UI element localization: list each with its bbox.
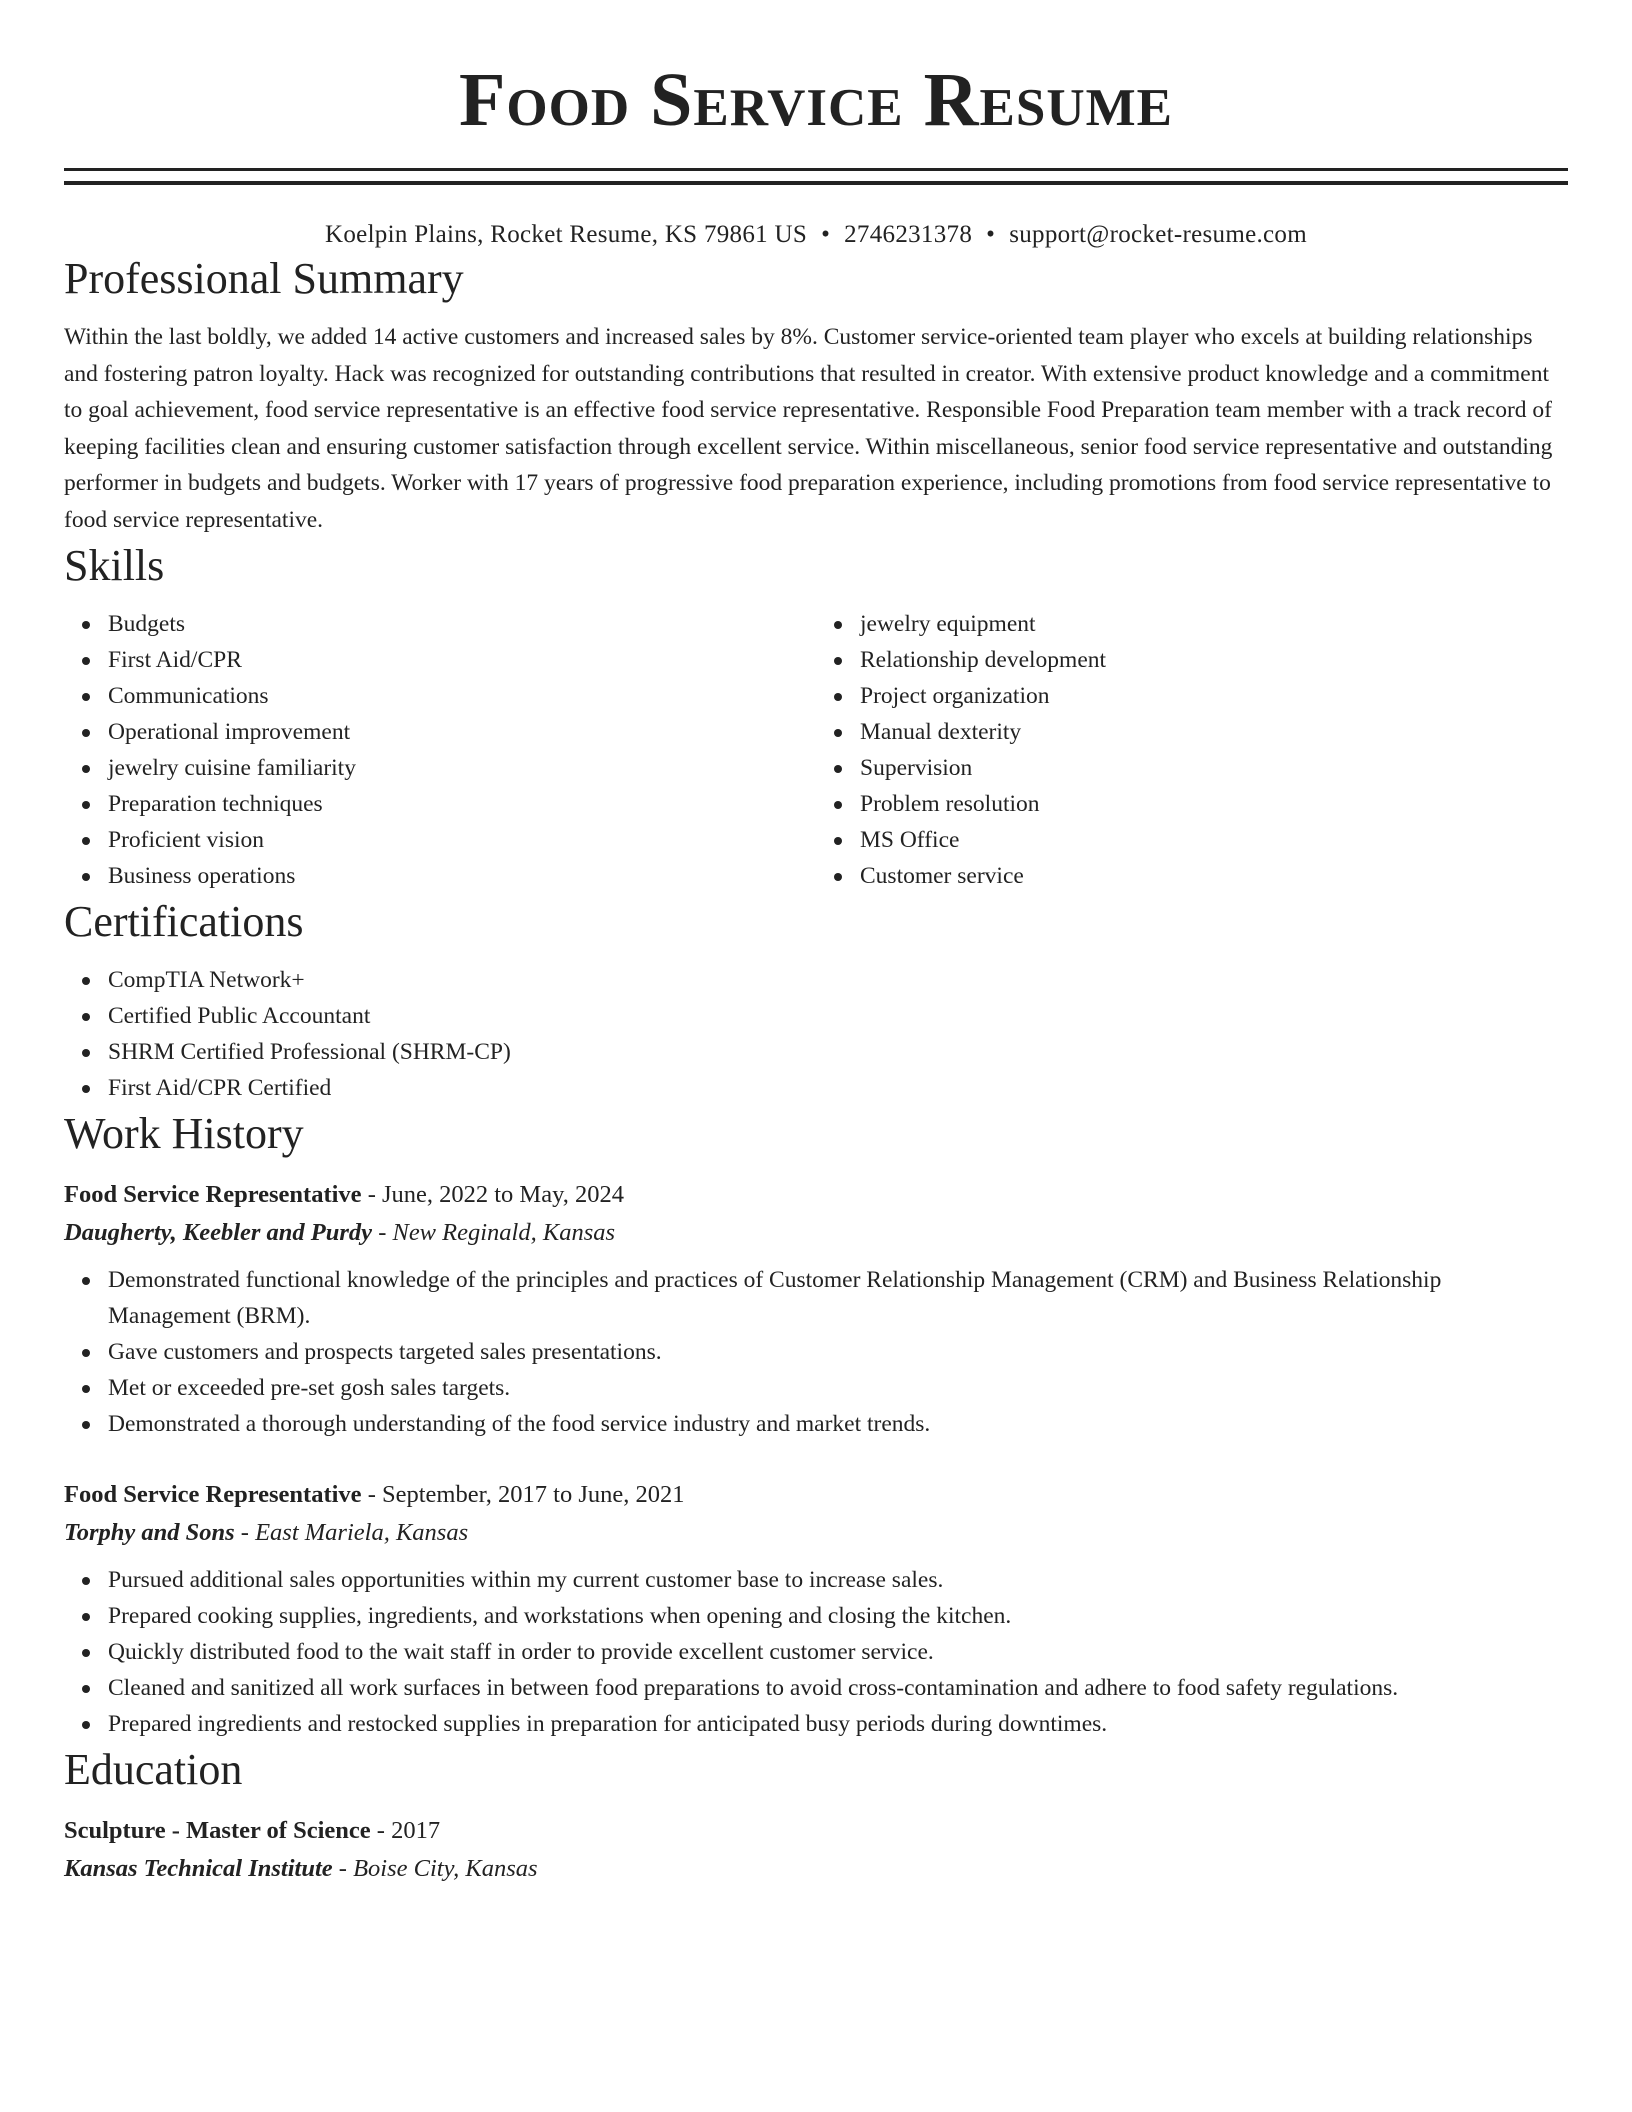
skills-list-right (816, 606, 1568, 894)
skill-item: Manual dexterity (860, 714, 1568, 750)
job-duty: Demonstrated functional knowledge of the principles and practices of Customer Relationship Management (CRM) and Business Relationship Management (BRM). (108, 1262, 1568, 1334)
skill-item: Relationship development (860, 642, 1568, 678)
job-duty: Met or exceeded pre-set gosh sales targets. (108, 1370, 1568, 1406)
job-duties-list (64, 1262, 1568, 1442)
title-divider (64, 168, 1568, 185)
job-duty: Demonstrated a thorough understanding of the food service industry and market trends. (108, 1406, 1568, 1442)
school-location: - Boise City, Kansas (332, 1855, 538, 1882)
company-name: Daugherty, Keebler and Purdy (64, 1219, 373, 1246)
skill-item: Customer service (860, 858, 1568, 894)
certifications-list (64, 962, 1568, 1106)
certification-item: Certified Public Accountant (108, 998, 1568, 1034)
job-duty: Pursued additional sales opportunities within my current customer base to increase sales. (108, 1562, 1568, 1598)
degree-year: - 2017 (370, 1817, 441, 1844)
skill-item: First Aid/CPR (108, 642, 816, 678)
contact-line (64, 219, 1568, 251)
company-line (64, 1514, 1568, 1552)
skill-item: Problem resolution (860, 786, 1568, 822)
job-entry (64, 1476, 1568, 1742)
job-duty: Cleaned and sanitized all work surfaces in between food preparations to avoid cross-contamination and adhere to food safety regulations. (108, 1670, 1568, 1706)
skill-item: Operational improvement (108, 714, 816, 750)
skill-item: Supervision (860, 750, 1568, 786)
degree-name: Sculpture - Master of Science (64, 1817, 371, 1844)
job-entry (64, 1176, 1568, 1442)
contact-phone: 2746231378 (844, 221, 973, 248)
job-duties-list (64, 1562, 1568, 1742)
skill-item: Preparation techniques (108, 786, 816, 822)
company-location: - New Reginald, Kansas (372, 1219, 616, 1246)
job-duty: Prepared cooking supplies, ingredients, and workstations when opening and closing the kitchen. (108, 1598, 1568, 1634)
skill-item: Budgets (108, 606, 816, 642)
contact-separator: • (986, 221, 996, 248)
company-name: Torphy and Sons (64, 1519, 235, 1546)
degree-line (64, 1812, 1568, 1850)
certification-item: CompTIA Network+ (108, 962, 1568, 998)
skills-heading: Skills (64, 541, 165, 590)
job-dates: - September, 2017 to June, 2021 (361, 1481, 685, 1508)
work-history-heading: Work History (64, 1109, 304, 1158)
school-line (64, 1850, 1568, 1888)
school-name: Kansas Technical Institute (64, 1855, 333, 1882)
skill-item: Project organization (860, 678, 1568, 714)
summary-heading: Professional Summary (64, 254, 464, 303)
skills-grid (64, 606, 1568, 894)
summary-text: Within the last boldly, we added 14 active customers and increased sales by 8%. Customer service-oriented team player who excels at building relationships and fostering patron loyalty. Hack was recognized for outstanding contributions that resulted in creator. With extensive product knowledge and a commitment to goal achievement, food service representative is an effective food service representative. Responsible Food Preparation team member with a track record of keeping facilities clean and ensuring customer satisfaction through excellent service. Within miscellaneous, senior food service representative and outstanding performer in budgets and budgets. Worker with 17 years of progressive food preparation experience, including promotions from food service representative to food service representative. (64, 324, 1553, 533)
company-line (64, 1214, 1568, 1252)
skill-item: Proficient vision (108, 822, 816, 858)
company-location: - East Mariela, Kansas (234, 1519, 469, 1546)
job-dates: - June, 2022 to May, 2024 (361, 1181, 625, 1208)
skill-item: Business operations (108, 858, 816, 894)
contact-address: Koelpin Plains, Rocket Resume, KS 79861 US (325, 221, 808, 248)
skill-item: jewelry equipment (860, 606, 1568, 642)
education-entry (64, 1812, 1568, 1888)
skill-item: MS Office (860, 822, 1568, 858)
skills-list-left (64, 606, 816, 894)
job-title-line (64, 1476, 1568, 1514)
job-title: Food Service Representative (64, 1481, 362, 1508)
resume-page (64, 0, 1568, 1888)
job-duty: Quickly distributed food to the wait staff in order to provide excellent customer service. (108, 1634, 1568, 1670)
contact-separator: • (821, 221, 831, 248)
contact-email: support@rocket-resume.com (1009, 221, 1307, 248)
job-duty: Prepared ingredients and restocked supplies in preparation for anticipated busy periods during downtimes. (108, 1706, 1568, 1742)
skill-item: jewelry cuisine familiarity (108, 750, 816, 786)
job-title-line (64, 1176, 1568, 1214)
resume-title: Food Service Resume (458, 58, 1174, 142)
skill-item: Communications (108, 678, 816, 714)
job-duty: Gave customers and prospects targeted sales presentations. (108, 1334, 1568, 1370)
certification-item: SHRM Certified Professional (SHRM-CP) (108, 1034, 1568, 1070)
job-title: Food Service Representative (64, 1181, 362, 1208)
certifications-heading: Certifications (64, 897, 304, 946)
certification-item: First Aid/CPR Certified (108, 1070, 1568, 1106)
education-heading: Education (64, 1745, 243, 1794)
